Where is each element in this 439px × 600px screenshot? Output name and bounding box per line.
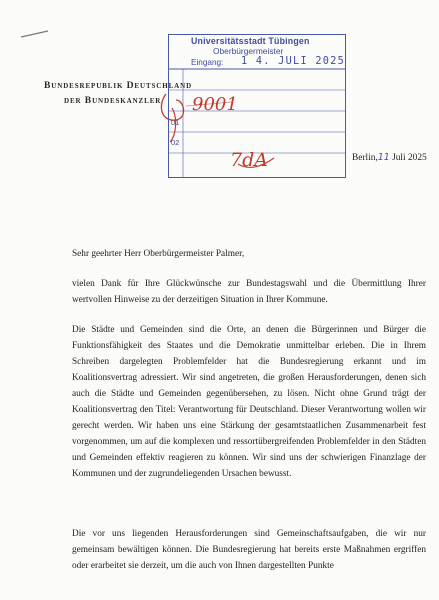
stamp-title: Universitätsstadt Tübingen: [191, 36, 310, 46]
pencil-mark: [20, 28, 50, 40]
handwritten-initials: 7dA: [230, 149, 268, 171]
paragraph-3: Die vor uns liegenden Herausforderungen sind Gemeinschaftsaufgaben, die wir nur gemeinsam bewältigen können. Die Bundesregierung hat bereits erste Maßnahmen ergriffen oder erarbeitet sie derzeit, um die auch von Ihnen dargestellten Punkte: [72, 529, 426, 571]
salutation: Sehr geehrter Herr Oberbürgermeister Palmer,: [72, 249, 245, 259]
paragraph-2: Die Städte und Gemeinden sind die Orte, an denen die Bürgerinnen und Bürger die Funktionsfähigkeit des Staates und die Demokratie unmittelbar erleben. Die in Ihrem Schreiben dargelegten Problemfelder hat die Bundesregierung erkannt und im Koalitionsvertrag adressiert. Wir sind angetreten, die großen Herausforderungen, denen sich auch die Städte und Gemeinden gegenübersehen, zu lösen. Nicht ohne Grund trägt der Koalitionsvertrag den Titel: Verantwortung für Deutschland. Dieser Verantwortung wollen wir gerecht werden. Wir haben uns eine Stärkung der gesamtstaatlichen Zusammenarbeit fest vorgenommen, um auf die komplexen und ressortübergreifenden Problemfelder in den Städten und Gemeinden effektiv reagieren zu können. Wir sind uns der schwierigen Finanzlage der Kommunen und der zugrundeliegenden Ursachen bewusst.: [72, 325, 426, 479]
date-line: [352, 152, 427, 163]
paragraph-1: vielen Dank für Ihre Glückwünsche zur Bundestagswahl und die Übermittlung Ihrer wertvollen Hinweise zu der derzeitigen Situation in Ihrer Kommune.: [72, 279, 426, 305]
stamp-label: Eingang:: [191, 58, 224, 67]
date-day: 11: [377, 152, 390, 163]
stamp-row-01: 01: [171, 118, 180, 127]
receipt-stamp: [168, 34, 346, 178]
date-prefix: Berlin,: [352, 153, 378, 163]
stamp-subtitle: Oberbürgermeister: [213, 46, 284, 56]
date-suffix: Juli 2025: [389, 153, 427, 163]
letterhead-line1: Bundesrepublik Deutschland: [44, 80, 193, 91]
stamp-row-02: 02: [171, 138, 180, 147]
handwritten-reference: 9001: [192, 94, 238, 115]
letterhead-line2: der Bundeskanzler: [64, 95, 162, 106]
stamp-date: 1 4. JULI 2025: [241, 56, 346, 67]
